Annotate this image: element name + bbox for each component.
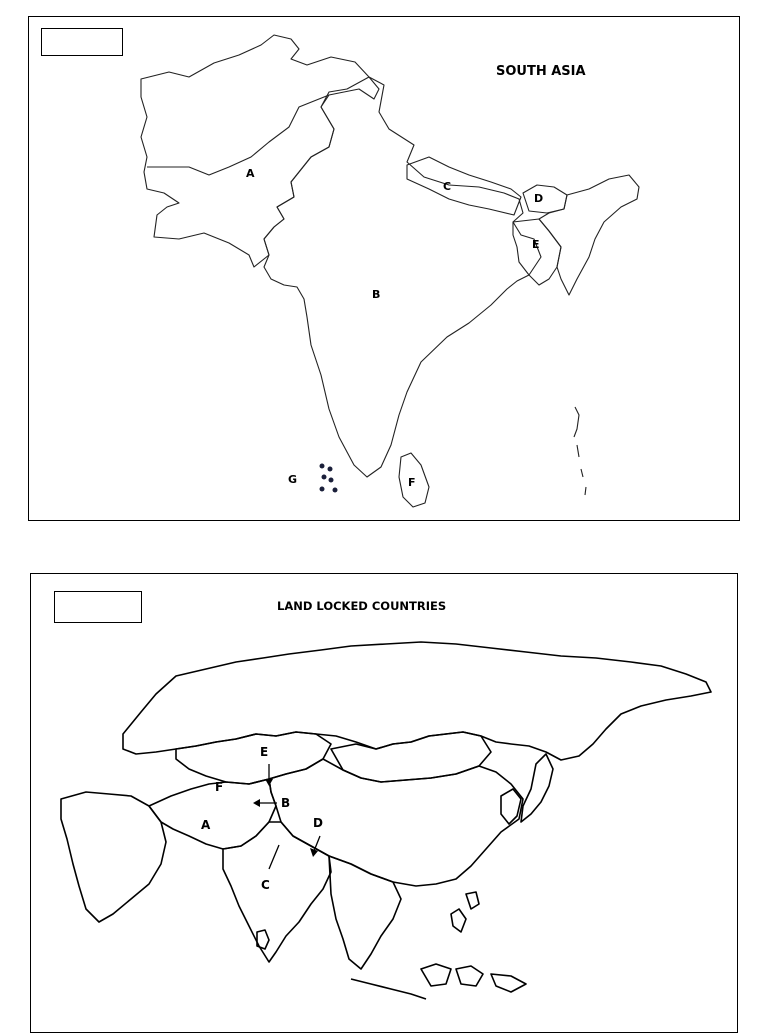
label-f: F bbox=[408, 476, 416, 489]
land-locked-map-panel bbox=[30, 573, 738, 1033]
bangladesh-outline bbox=[513, 219, 561, 285]
sri-lanka-outline bbox=[257, 930, 269, 949]
arrow-c bbox=[269, 845, 279, 869]
map-title: SOUTH ASIA bbox=[496, 64, 586, 79]
asia-map bbox=[31, 574, 739, 1025]
south-asia-map-panel bbox=[28, 16, 740, 521]
japan-outline bbox=[521, 754, 553, 822]
label-b: B bbox=[281, 796, 291, 810]
india-outline bbox=[264, 77, 544, 477]
label-e: E bbox=[260, 745, 269, 759]
arabia-outline bbox=[61, 792, 166, 922]
china-outline bbox=[269, 759, 523, 886]
northeast-india-outline bbox=[539, 175, 639, 295]
afghan-pak-border bbox=[147, 95, 329, 175]
label-g: G bbox=[288, 473, 298, 486]
label-a: A bbox=[201, 818, 211, 832]
south-asia-map bbox=[29, 17, 741, 522]
label-a: A bbox=[246, 167, 255, 180]
label-b: B bbox=[372, 288, 381, 301]
afghanistan-pakistan-outline bbox=[141, 35, 379, 267]
kazakhstan-outline bbox=[176, 732, 331, 784]
arrow-e-head bbox=[265, 779, 273, 786]
maldives-dots bbox=[320, 464, 338, 493]
label-c: C bbox=[261, 878, 270, 892]
india-outline bbox=[223, 822, 331, 962]
indonesia-islands bbox=[351, 892, 526, 999]
map-title: LAND LOCKED COUNTRIES bbox=[277, 599, 447, 613]
label-e: E bbox=[532, 238, 540, 251]
label-d: D bbox=[313, 816, 323, 830]
arrow-b-head bbox=[253, 799, 260, 807]
central-asia-outline bbox=[149, 779, 276, 849]
label-d: D bbox=[534, 192, 544, 205]
label-c: C bbox=[443, 180, 452, 193]
andaman-islands bbox=[574, 407, 586, 495]
bhutan-outline bbox=[523, 185, 567, 213]
southeast-asia-outline bbox=[329, 856, 401, 969]
label-f: F bbox=[215, 780, 224, 794]
